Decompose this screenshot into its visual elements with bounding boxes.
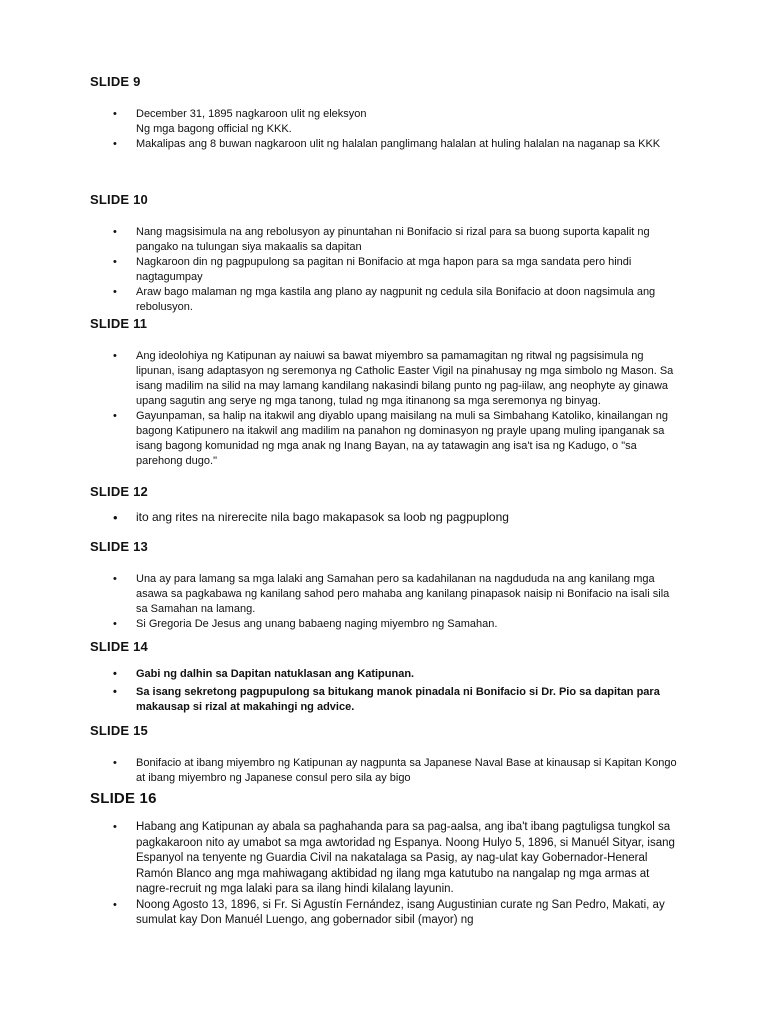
bullet-list (90, 820, 680, 929)
slide-10 (90, 192, 680, 315)
slide-15 (90, 723, 680, 786)
slide-12 (90, 484, 680, 526)
list-item: • December 31, 1895 nagkaroon ulit ng eleksyon Ng mga bagong official ng KKK. (90, 107, 680, 137)
list-item: • Noong Agosto 13, 1896, si Fr. Si Agustín Fernández, isang Augustinian curate ng San Pedro, Makati, ay sumulat kay Don Manuél Luengo, ang gobernador sibil (mayor) ng (90, 898, 680, 929)
slide-title: SLIDE 16 (90, 790, 157, 807)
slide-title: SLIDE 13 (90, 539, 148, 554)
bullet-list (90, 509, 680, 526)
list-item: • Araw bago malaman ng mga kastila ang plano ay nagpunit ng cedula sila Bonifacio at doon nagsimula ang rebolusyon. (90, 285, 680, 315)
slide-title: SLIDE 15 (90, 723, 148, 738)
slide-title: SLIDE 9 (90, 74, 141, 89)
slide-9 (90, 74, 680, 152)
bullet-list (90, 107, 680, 152)
list-item: • Nang magsisimula na ang rebolusyon ay pinuntahan ni Bonifacio si rizal para sa buong suporta kapalit ng pangako na tulungan siya makaalis sa dapitan (90, 225, 680, 255)
slide-title: SLIDE 12 (90, 484, 148, 499)
bullet-list (90, 225, 680, 315)
list-item: • Gayunpaman, sa halip na itakwil ang diyablo upang maisilang na muli sa Simbahang Katoliko, kinailangan ng bagong Katipunero na itakwil ang madilim na panahon ng dominasyon ng prayle upang muling ipanganak sa isang bagong komunidad ng mga anak ng Inang Bayan, na ay tatawagin ang isa't isa ng Kadugo, o "sa parehong dugo." (90, 409, 680, 469)
list-item: • Gabi ng dalhin sa Dapitan natuklasan ang Katipunan. (90, 667, 680, 682)
slide-title: SLIDE 14 (90, 639, 148, 654)
slide-title: SLIDE 11 (90, 316, 148, 331)
list-item: • Bonifacio at ibang miyembro ng Katipunan ay nagpunta sa Japanese Naval Base at kinausap si Kapitan Kongo at ibang miyembro ng Japanese consul pero sila ay bigo (90, 756, 680, 786)
list-item: • Makalipas ang 8 buwan nagkaroon ulit ng halalan panglimang halalan at huling halalan na naganap sa KKK (90, 137, 680, 152)
list-item: • ito ang rites na nirerecite nila bago makapasok sa loob ng pagpuplong (90, 509, 680, 526)
list-item: • Sa isang sekretong pagpupulong sa bitukang manok pinadala ni Bonifacio si Dr. Pio sa dapitan para makausap si rizal at makahingi ng advice. (90, 685, 680, 715)
list-item: • Nagkaroon din ng pagpupulong sa pagitan ni Bonifacio at mga hapon para sa mga sandata pero hindi nagtagumpay (90, 255, 680, 285)
list-item: • Habang ang Katipunan ay abala sa paghahanda para sa pag-aalsa, ang iba't ibang pagtuligsa tungkol sa pagkakaroon nito ay umabot sa mga awtoridad ng Espanya. Noong Hulyo 5, 1896, si Manuél Sityar, isang Espanyol na tenyente ng Guardia Civil na nakatalaga sa Pasig, ay nag-ulat kay Gobernador-Heneral Ramón Blanco ang mga mahiwagang aktibidad ng ilang mga katutubo na nangalap ng mga armas at nagre-recruit ng mga lalaki para sa ilang hindi kilalang layunin. (90, 820, 680, 898)
list-item: • Ang ideolohiya ng Katipunan ay naiuwi sa bawat miyembro sa pamamagitan ng ritwal ng pagsisimula ng lipunan, isang adaptasyon ng seremonya ng Catholic Easter Vigil na pinahusay ng mga simbolo ng Mason. Sa isang madilim na silid na may lamang kandilang nakasindi bilang punto ng pag-iilaw, ang neophyte ay ginawa upang sagutin ang serye ng mga tanong, tulad ng mga itinanong sa mga seremonya ng binyag. (90, 349, 680, 409)
bullet-list (90, 349, 680, 469)
bullet-list (90, 756, 680, 786)
bullet-list (90, 572, 680, 632)
list-item: • Si Gregoria De Jesus ang unang babaeng naging miyembro ng Samahan. (90, 617, 680, 632)
list-item: • Una ay para lamang sa mga lalaki ang Samahan pero sa kadahilanan na nagdududa na ang kanilang mga asawa sa pagkabawa ng kanilang sahod pero mahaba ang kanilang pinapasok naisip ni Bonifacio na isali sila sa Samahan na lamang. (90, 572, 680, 617)
slide-11 (90, 316, 680, 469)
bullet-list (90, 667, 680, 715)
slide-title: SLIDE 10 (90, 192, 148, 207)
slide-14 (90, 639, 680, 715)
slide-16 (90, 791, 680, 929)
slide-13 (90, 539, 680, 632)
